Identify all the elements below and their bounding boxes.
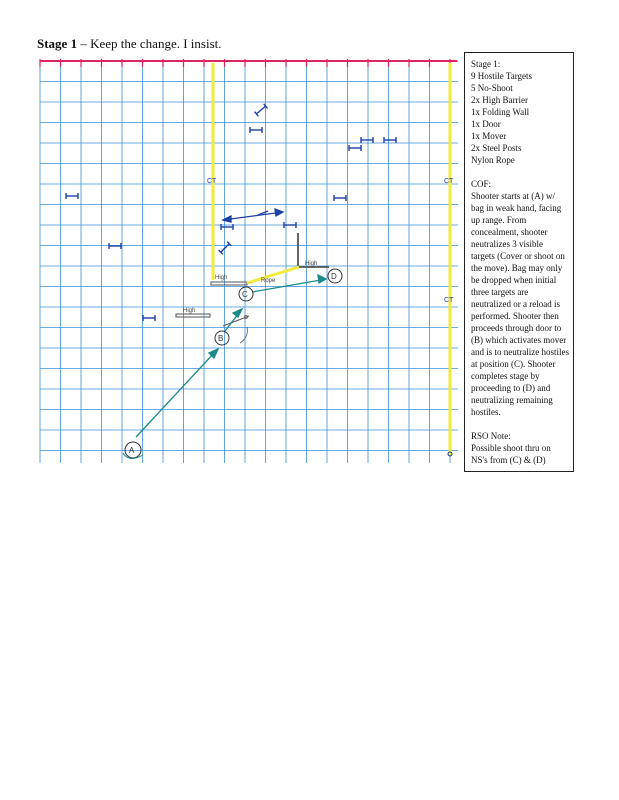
stage-name: Keep the change. I insist. xyxy=(90,36,222,51)
shooter-path xyxy=(136,275,326,437)
ct-label-right-top: CT xyxy=(444,178,454,185)
target-hostile xyxy=(143,315,155,321)
target-hostile xyxy=(334,195,346,201)
mover-track xyxy=(223,209,283,222)
target-hostile xyxy=(349,145,361,151)
stage-number: Stage 1 xyxy=(37,36,78,51)
ct-label-left: CT xyxy=(207,178,217,185)
cof-label: COF: xyxy=(471,179,492,189)
notes-item: 2x Steel Posts xyxy=(471,143,522,153)
target-hostile xyxy=(361,137,373,143)
position-b-label: B xyxy=(218,334,224,343)
target-hostile xyxy=(384,137,396,143)
position-a-label: A xyxy=(129,446,135,455)
rso-label: RSO Note: xyxy=(471,431,511,441)
high-label-wall: High xyxy=(305,261,318,267)
notes-item: 1x Folding Wall xyxy=(471,107,530,117)
position-d-label: D xyxy=(331,272,337,281)
page-title xyxy=(37,36,222,52)
notes-item: 1x Door xyxy=(471,119,501,129)
notes-header: Stage 1: xyxy=(471,59,501,69)
ct-label-right-mid: CT xyxy=(444,297,454,304)
top-ticks xyxy=(40,59,450,67)
notes-item: Nylon Rope xyxy=(471,155,515,165)
stage-notes xyxy=(464,52,574,472)
hostile-targets xyxy=(66,104,396,321)
cof-text: Shooter starts at (A) w/ bag in weak hand, facing up range. From concealment, shooter neutralizes 3 visible targets (Cover or shoot on the move). Bag may only be dropped when initial three targets are neutralized or a reload is performed. Shooter then proceeds through door to (B) which activates mover and is to neutralize hostiles at position (C). Shooter completes stage by proceeding to (D) and neutralizing remaining hostiles. xyxy=(471,191,569,417)
target-hostile xyxy=(250,127,262,133)
title-separator: – xyxy=(77,36,91,51)
door-swing xyxy=(240,327,247,343)
stage-diagram xyxy=(37,55,462,470)
high-barrier-center xyxy=(211,282,247,285)
target-hostile xyxy=(219,242,232,255)
position-c-label: C xyxy=(242,290,248,299)
notes-item: 1x Mover xyxy=(471,131,507,141)
high-label-center: High xyxy=(215,275,228,281)
notes-item: 5 No-Shoot xyxy=(471,83,513,93)
barriers xyxy=(176,233,329,343)
high-label-left: High xyxy=(183,308,196,314)
notes-item: 9 Hostile Targets xyxy=(471,71,533,81)
target-hostile xyxy=(66,193,78,199)
high-barrier-left xyxy=(176,314,210,317)
rso-text: Possible shoot thru on NS's from (C) & (D) xyxy=(471,443,551,465)
notes-item: 2x High Barrier xyxy=(471,95,528,105)
grid xyxy=(40,61,458,463)
rope-label: Rope xyxy=(261,278,276,284)
target-hostile xyxy=(109,243,121,249)
